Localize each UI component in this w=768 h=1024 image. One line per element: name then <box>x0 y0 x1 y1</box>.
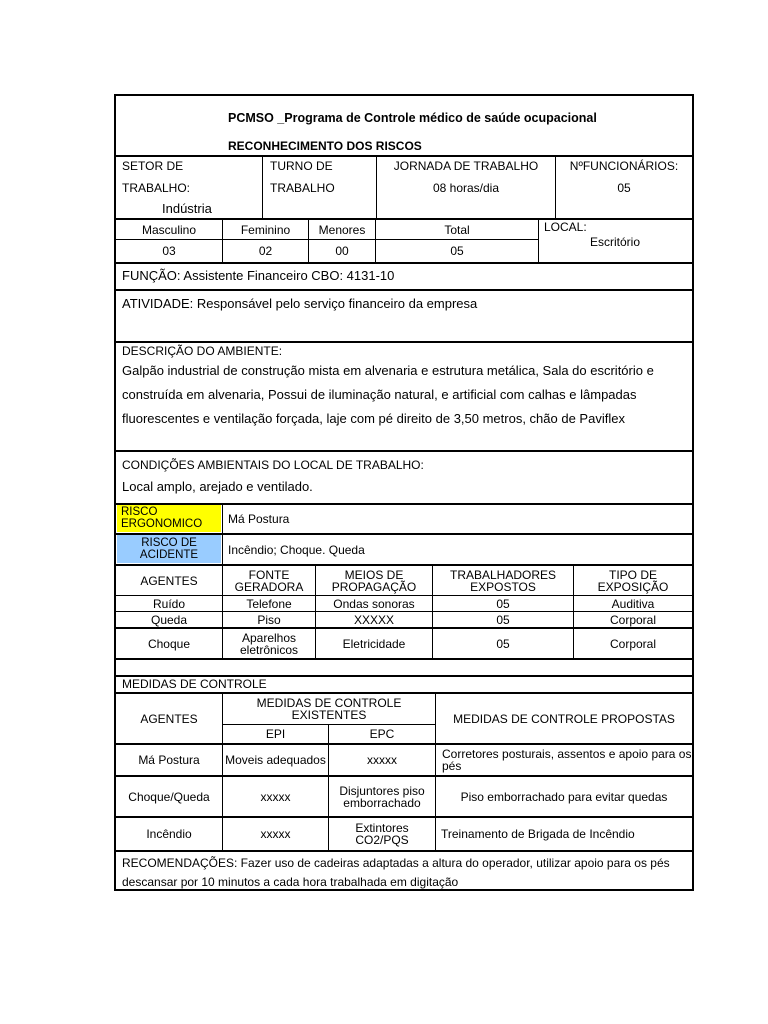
table-row-cell: Telefone <box>246 596 292 611</box>
table-row-cell: Piso <box>257 612 281 627</box>
table-row-cell: Treinamento de Brigada de Incêndio <box>441 827 635 841</box>
funcionarios-value: 05 <box>617 181 631 195</box>
table-row-cell: Corporal <box>609 612 657 627</box>
total-value: 05 <box>450 243 464 258</box>
table-row-cell: Choque/Queda <box>128 789 210 804</box>
table-row-cell: Queda <box>150 612 188 627</box>
condicoes-label: CONDIÇÕES AMBIENTAIS DO LOCAL DE TRABALHO: <box>122 458 424 472</box>
medidas-header-propostas: MEDIDAS DE CONTROLE PROPOSTAS <box>453 711 675 726</box>
table-row-cell: Aparelhos eletrônicos <box>239 630 299 657</box>
medidas-header-epc: EPC <box>369 727 395 741</box>
table-row-cell: xxxxx <box>367 753 397 767</box>
table-row-cell: Ruído <box>152 596 186 611</box>
local-label: LOCAL: <box>544 220 587 234</box>
table-row-cell: Choque <box>147 636 191 651</box>
table-row-cell: 05 <box>496 612 510 627</box>
table-row-cell: XXXXX <box>353 612 395 627</box>
table-row-cell: Moveis adequados <box>225 753 326 767</box>
medidas-title: MEDIDAS DE CONTROLE <box>122 677 267 691</box>
descricao-text: Galpão industrial de construção mista em alvenaria e estrutura metálica, Sala do escritório e construída em alvenaria, Possui de iluminação natural, e artificial com calhas e lâmpadas fluorescentes e ventilação forçada, laje com pé direito de 3,50 metros, chão de Paviflex <box>122 363 654 426</box>
medidas-header-existentes: MEDIDAS DE CONTROLE EXISTENTES <box>256 696 402 722</box>
turno-label-line1: TURNO DE <box>270 159 333 173</box>
form-subtitle: RECONHECIMENTO DOS RISCOS <box>228 139 422 153</box>
setor-value: Indústria <box>162 201 212 216</box>
table-row-cell: Extintores CO2/PQS <box>355 821 409 847</box>
table-row-cell: xxxxx <box>260 789 291 804</box>
descricao-label: DESCRIÇÃO DO AMBIENTE: <box>122 344 283 358</box>
risco-acidente-value: Incêndio; Choque. Queda <box>228 543 365 557</box>
medidas-header-agentes: AGENTES <box>140 711 198 726</box>
agents-header-trabalhadores: TRABALHADORES EXPOSTOS <box>449 567 557 594</box>
table-row-cell: Corretores posturais, assentos e apoio para os pés <box>442 747 692 773</box>
table-row-cell: Disjuntores piso emborrachado <box>339 783 425 810</box>
agents-header-fonte: FONTE GERADORA <box>234 567 304 594</box>
table-row-cell: Incêndio <box>146 827 192 841</box>
setor-label-line2: TRABALHO: <box>122 181 191 195</box>
risco-ergonomico-label: RISCO ERGONOMICO <box>121 506 203 530</box>
agents-header-tipo: TIPO DE EXPOSIÇÃO <box>597 567 669 594</box>
table-row-cell: Auditiva <box>611 596 655 611</box>
masculino-value: 03 <box>162 243 176 258</box>
menores-value: 00 <box>335 243 349 258</box>
agents-header-agentes: AGENTES <box>140 573 198 588</box>
table-row-cell: 05 <box>496 636 510 651</box>
feminino-value: 02 <box>258 243 273 258</box>
total-label: Total <box>444 222 470 237</box>
risk-recognition-form <box>114 94 694 891</box>
local-value: Escritório <box>590 235 641 249</box>
feminino-label: Feminino <box>240 222 291 237</box>
jornada-value: 08 horas/dia <box>432 181 500 195</box>
atividade-line: ATIVIDADE: Responsável pelo serviço financeiro da empresa <box>122 296 478 311</box>
masculino-label: Masculino <box>141 222 197 237</box>
risco-acidente-label: RISCO DE ACIDENTE <box>139 537 199 561</box>
table-row-cell: xxxxx <box>260 827 291 841</box>
table-row-cell: 05 <box>496 596 510 611</box>
setor-label-line1: SETOR DE <box>122 159 184 173</box>
table-row-cell: Ondas sonoras <box>333 596 415 611</box>
funcao-line: FUNÇÃO: Assistente Financeiro CBO: 4131-10 <box>122 268 395 283</box>
jornada-label: JORNADA DE TRABALHO <box>393 159 539 173</box>
table-row-cell: Má Postura <box>138 753 200 767</box>
table-row-cell: Eletricidade <box>342 636 406 651</box>
table-row-cell: Corporal <box>609 636 657 651</box>
risco-ergonomico-value: Má Postura <box>228 512 290 526</box>
turno-label-line2: TRABALHO <box>270 181 335 195</box>
condicoes-text: Local amplo, arejado e ventilado. <box>122 479 313 494</box>
agents-header-meios: MEIOS DE PROPAGAÇÃO <box>331 567 417 594</box>
form-title: PCMSO _Programa de Controle médico de saúde ocupacional <box>228 111 597 125</box>
risco-acidente-cell <box>117 535 221 563</box>
risco-ergonomico-cell <box>117 505 221 532</box>
menores-label: Menores <box>318 222 366 237</box>
table-row-cell: Piso emborrachado para evitar quedas <box>460 789 668 804</box>
medidas-header-epi: EPI <box>265 727 286 741</box>
recomendacoes-text: RECOMENDAÇÕES: Fazer uso de cadeiras adaptadas a altura do operador, utilizar apoio para os pés descansar por 10 minutos a cada hora trabalhada em digitação <box>122 856 670 889</box>
funcionarios-label: NºFUNCIONÁRIOS: <box>569 159 679 173</box>
